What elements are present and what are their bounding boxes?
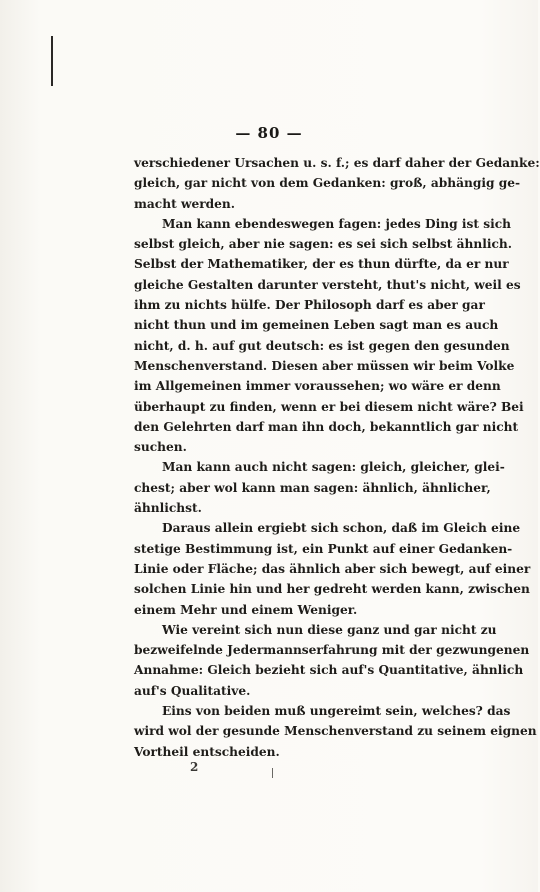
text-line: Man kann auch nicht sagen: gleich, gleicher, glei- — [162, 460, 505, 475]
text-line: Eins von beiden muß ungereimt sein, welches? das — [162, 704, 511, 719]
text-line: im Allgemeinen immer voraussehen; wo wäre er denn — [134, 379, 501, 394]
text-line: ihm zu nichts hülfe. Der Philosoph darf es aber gar — [134, 298, 485, 313]
text-line: den Gelehrten darf man ihn doch, bekanntlich gar nicht — [134, 419, 519, 434]
text-line: gleiche Gestalten darunter versteht, thut's nicht, weil es — [134, 277, 521, 292]
text-line: Vortheil entscheiden. — [134, 744, 280, 759]
text-line: chest; aber wol kann man sagen: ähnlich, ähnlicher, — [134, 480, 491, 495]
text-line: einem Mehr und einem Weniger. — [134, 602, 358, 617]
text-line: Linie oder Fläche; das ähnlich aber sich bewegt, auf einer — [134, 561, 531, 576]
text-line: wird wol der gesunde Menschenverstand zu seinem eignen — [134, 724, 537, 739]
text-line: stetige Bestimmung ist, ein Punkt auf einer Gedanken- — [134, 541, 513, 556]
printer-signature: 2 — [190, 760, 199, 774]
body-text — [134, 153, 540, 762]
text-line: Menschenverstand. Diesen aber müssen wir beim Volke — [134, 358, 515, 373]
text-line: Selbst der Mathematiker, der es thun dürfte, da er nur — [134, 257, 509, 272]
binding-line — [51, 36, 53, 86]
text-line: bezweifelnde Jedermannserfahrung mit der gezwungenen — [134, 643, 530, 658]
text-line: suchen. — [134, 440, 187, 455]
text-line: Daraus allein ergiebt sich schon, daß im Gleich eine — [162, 521, 521, 536]
text-line: gleich, gar nicht von dem Gedanken: groß, abhängig ge- — [134, 176, 521, 191]
text-line: macht werden. — [134, 196, 235, 211]
text-line: ähnlichst. — [134, 501, 202, 516]
text-line: Wie vereint sich nun diese ganz und gar nicht zu — [162, 622, 497, 637]
text-line: nicht thun und im gemeinen Leben sagt man es auch — [134, 318, 499, 333]
page-number: — 80 — — [235, 124, 303, 142]
text-line: auf's Qualitative. — [134, 683, 251, 698]
text-line: Man kann ebendeswegen fagen: jedes Ding ist sich — [162, 216, 511, 231]
footer-mark — [272, 768, 273, 778]
text-line: nicht, d. h. auf gut deutsch: es ist gegen den gesunden — [134, 338, 510, 353]
text-line: selbst gleich, aber nie sagen: es sei sich selbst ähnlich. — [134, 237, 513, 252]
text-line: überhaupt zu finden, wenn er bei diesem nicht wäre? Bei — [134, 399, 524, 414]
text-line: Annahme: Gleich bezieht sich auf's Quantitative, ähnlich — [134, 663, 524, 678]
text-line: solchen Linie hin und her gedreht werden kann, zwischen — [134, 582, 530, 597]
text-line: verschiedener Ursachen u. s. f.; es darf daher der Gedanke: — [134, 156, 540, 170]
